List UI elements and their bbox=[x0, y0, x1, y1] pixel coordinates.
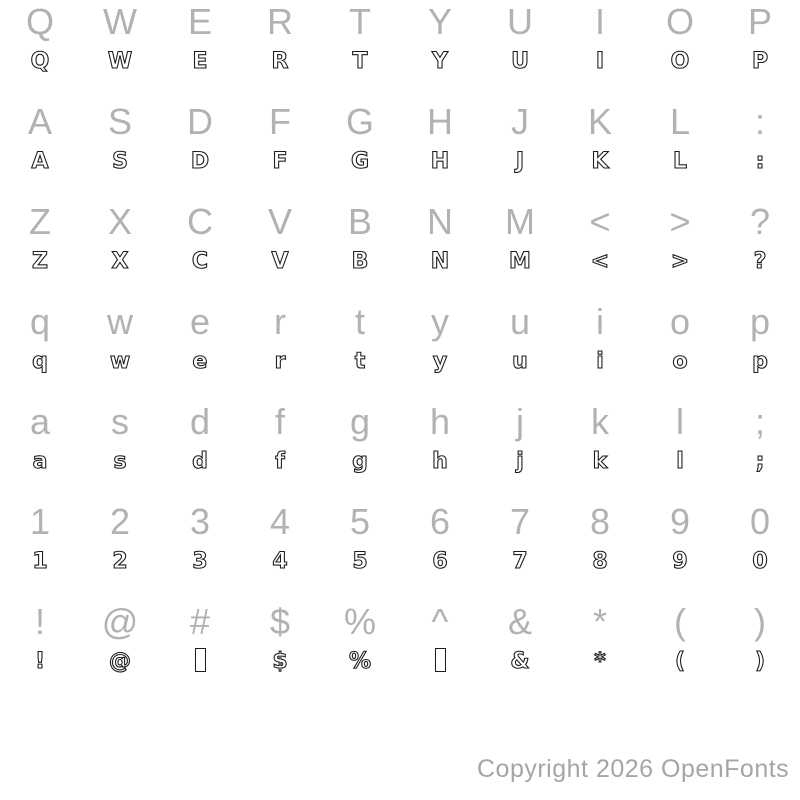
reference-char: C bbox=[187, 201, 213, 242]
reference-char: ; bbox=[754, 401, 765, 442]
reference-char: V bbox=[267, 201, 292, 242]
reference-char: J bbox=[511, 101, 529, 142]
reference-char: : bbox=[754, 101, 765, 142]
reference-row-symbols-row bbox=[0, 600, 800, 644]
font-glyph: 5 bbox=[352, 549, 368, 574]
font-glyph: 9 bbox=[672, 549, 688, 574]
glyph-row-uppercase-top-row bbox=[0, 46, 800, 78]
specimen-pair-uppercase-top-row bbox=[0, 0, 800, 100]
reference-char: W bbox=[103, 1, 137, 42]
font-glyph: C bbox=[191, 249, 209, 274]
font-glyph: J bbox=[515, 149, 525, 174]
reference-char: p bbox=[749, 301, 771, 342]
reference-char: y bbox=[431, 301, 449, 342]
reference-row-uppercase-bottom-row bbox=[0, 200, 800, 244]
font-glyph: 3 bbox=[192, 549, 208, 574]
font-glyph: L bbox=[672, 149, 688, 174]
reference-char: k bbox=[591, 401, 609, 442]
reference-char: M bbox=[505, 201, 535, 242]
font-glyph: g bbox=[352, 449, 368, 474]
reference-char: g bbox=[349, 401, 371, 442]
reference-char: % bbox=[343, 601, 376, 642]
reference-char: I bbox=[594, 1, 605, 42]
reference-char: * bbox=[592, 601, 607, 642]
glyph-row-digits-row bbox=[0, 546, 800, 578]
reference-char: U bbox=[507, 1, 533, 42]
reference-row-uppercase-home-row bbox=[0, 100, 800, 144]
reference-char: ) bbox=[754, 601, 766, 642]
tofu-box bbox=[195, 648, 206, 672]
reference-char: t bbox=[354, 301, 365, 342]
reference-char: & bbox=[507, 601, 532, 642]
font-glyph: k bbox=[592, 449, 608, 474]
font-glyph: ( bbox=[674, 649, 686, 674]
font-glyph: K bbox=[591, 149, 609, 174]
reference-char: w bbox=[107, 301, 133, 342]
font-glyph: 7 bbox=[512, 549, 528, 574]
font-glyph: I bbox=[595, 49, 605, 74]
font-glyph: w bbox=[109, 349, 131, 374]
reference-char: E bbox=[187, 1, 212, 42]
reference-char: ? bbox=[749, 201, 771, 242]
reference-char: l bbox=[676, 401, 684, 442]
font-glyph: O bbox=[670, 49, 690, 74]
glyph-row-symbols-row bbox=[0, 646, 800, 678]
reference-char: s bbox=[111, 401, 129, 442]
reference-char: u bbox=[509, 301, 531, 342]
font-glyph: ! bbox=[34, 649, 46, 674]
reference-char: $ bbox=[269, 601, 291, 642]
reference-char: 2 bbox=[109, 501, 131, 542]
font-glyph: ; bbox=[755, 449, 765, 474]
font-glyph: T bbox=[352, 49, 368, 74]
reference-char: T bbox=[349, 1, 371, 42]
reference-row-digits-row bbox=[0, 500, 800, 544]
specimen-pair-digits-row bbox=[0, 500, 800, 600]
reference-char: Z bbox=[29, 201, 51, 242]
reference-char: 5 bbox=[349, 501, 371, 542]
reference-char: e bbox=[189, 301, 211, 342]
font-glyph: Q bbox=[30, 49, 50, 74]
reference-char: h bbox=[429, 401, 451, 442]
font-glyph: * bbox=[594, 649, 606, 674]
font-glyph: o bbox=[672, 349, 688, 374]
specimen-pair-uppercase-home-row bbox=[0, 100, 800, 200]
glyph-row-lowercase-home-row bbox=[0, 446, 800, 478]
font-glyph: V bbox=[271, 249, 289, 274]
font-glyph: j bbox=[516, 449, 524, 474]
font-glyph: M bbox=[509, 249, 531, 274]
reference-char: r bbox=[274, 301, 286, 342]
reference-char: G bbox=[345, 101, 374, 142]
reference-char: R bbox=[267, 1, 293, 42]
specimen-pair-lowercase-home-row bbox=[0, 400, 800, 500]
specimen-pair-uppercase-bottom-row bbox=[0, 200, 800, 300]
reference-char: 1 bbox=[29, 501, 51, 542]
reference-char: ^ bbox=[431, 601, 449, 642]
font-glyph: & bbox=[510, 649, 530, 674]
glyph-row-uppercase-bottom-row bbox=[0, 246, 800, 278]
specimen-pair-symbols-row bbox=[0, 600, 800, 700]
reference-char: F bbox=[269, 101, 291, 142]
font-glyph: 4 bbox=[272, 549, 288, 574]
reference-char: 6 bbox=[429, 501, 451, 542]
reference-char: B bbox=[347, 201, 372, 242]
reference-char: O bbox=[665, 1, 694, 42]
reference-char: A bbox=[27, 101, 52, 142]
font-glyph: q bbox=[32, 349, 48, 374]
reference-char: d bbox=[189, 401, 211, 442]
font-glyph: 6 bbox=[432, 549, 448, 574]
reference-char: f bbox=[274, 401, 285, 442]
font-glyph: R bbox=[271, 49, 289, 74]
font-glyph: d bbox=[192, 449, 208, 474]
reference-char: 4 bbox=[269, 501, 291, 542]
font-glyph: % bbox=[348, 649, 372, 674]
reference-char: 7 bbox=[509, 501, 531, 542]
font-glyph: y bbox=[432, 349, 448, 374]
font-glyph: $ bbox=[272, 649, 288, 674]
font-glyph: X bbox=[111, 249, 129, 274]
font-glyph: P bbox=[751, 49, 769, 74]
missing-glyph-box bbox=[400, 646, 480, 678]
reference-char: N bbox=[427, 201, 453, 242]
reference-char: # bbox=[189, 601, 211, 642]
font-glyph: < bbox=[590, 249, 610, 274]
font-glyph: B bbox=[351, 249, 369, 274]
tofu-box bbox=[435, 648, 446, 672]
glyph-row-uppercase-home-row bbox=[0, 146, 800, 178]
font-glyph: A bbox=[31, 149, 49, 174]
font-glyph: i bbox=[596, 349, 604, 374]
missing-glyph-box bbox=[160, 646, 240, 678]
reference-char: 8 bbox=[589, 501, 611, 542]
font-glyph: F bbox=[272, 149, 288, 174]
reference-char: H bbox=[427, 101, 453, 142]
font-glyph: S bbox=[112, 149, 128, 174]
reference-row-lowercase-home-row bbox=[0, 400, 800, 444]
font-glyph: H bbox=[430, 149, 450, 174]
reference-char: @ bbox=[101, 601, 139, 642]
font-glyph: E bbox=[192, 49, 208, 74]
reference-char: o bbox=[669, 301, 691, 342]
font-glyph: s bbox=[113, 449, 127, 474]
reference-char: j bbox=[516, 401, 524, 442]
font-glyph: U bbox=[511, 49, 529, 74]
font-glyph: ? bbox=[753, 249, 767, 274]
reference-char: 9 bbox=[669, 501, 691, 542]
font-glyph: h bbox=[432, 449, 448, 474]
font-glyph: l bbox=[676, 449, 684, 474]
reference-char: i bbox=[596, 301, 604, 342]
font-glyph: e bbox=[192, 349, 208, 374]
reference-char: < bbox=[589, 201, 611, 242]
font-glyph: @ bbox=[109, 649, 131, 674]
reference-row-uppercase-top-row bbox=[0, 0, 800, 44]
reference-char: Q bbox=[25, 1, 54, 42]
reference-char: L bbox=[669, 101, 691, 142]
font-glyph: N bbox=[430, 249, 450, 274]
reference-char: P bbox=[747, 1, 772, 42]
reference-char: ! bbox=[34, 601, 45, 642]
font-glyph: 8 bbox=[592, 549, 608, 574]
reference-char: D bbox=[187, 101, 213, 142]
font-glyph: t bbox=[354, 349, 366, 374]
font-glyph: : bbox=[755, 149, 765, 174]
reference-char: X bbox=[107, 201, 132, 242]
font-glyph: W bbox=[107, 49, 133, 74]
reference-char: q bbox=[29, 301, 51, 342]
reference-char: Y bbox=[427, 1, 452, 42]
reference-char: S bbox=[107, 101, 132, 142]
font-glyph: 0 bbox=[752, 549, 768, 574]
font-glyph: Z bbox=[32, 249, 48, 274]
font-glyph: 2 bbox=[112, 549, 128, 574]
reference-char: 3 bbox=[189, 501, 211, 542]
font-glyph: > bbox=[670, 249, 690, 274]
font-glyph: f bbox=[275, 449, 285, 474]
font-glyph: Y bbox=[432, 49, 448, 74]
reference-char: > bbox=[669, 201, 691, 242]
font-glyph: u bbox=[512, 349, 528, 374]
font-glyph: 1 bbox=[32, 549, 48, 574]
font-glyph: r bbox=[274, 349, 286, 374]
reference-char: a bbox=[29, 401, 51, 442]
font-glyph: ) bbox=[754, 649, 766, 674]
font-glyph: G bbox=[350, 149, 370, 174]
reference-char: K bbox=[587, 101, 612, 142]
reference-char: 0 bbox=[749, 501, 771, 542]
reference-char: ( bbox=[674, 601, 686, 642]
font-glyph: D bbox=[190, 149, 210, 174]
font-glyph: a bbox=[32, 449, 48, 474]
specimen-pair-lowercase-top-row bbox=[0, 300, 800, 400]
copyright-text: Copyright 2026 OpenFonts bbox=[477, 755, 790, 783]
reference-row-lowercase-top-row bbox=[0, 300, 800, 344]
font-glyph: p bbox=[752, 349, 768, 374]
glyph-row-lowercase-top-row bbox=[0, 346, 800, 378]
